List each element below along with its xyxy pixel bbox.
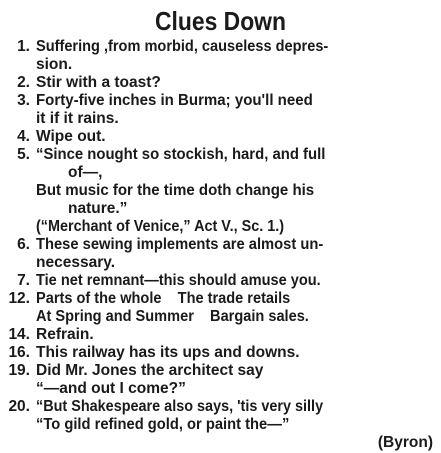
clue-text: Wipe out. (36, 128, 106, 145)
clue-text: Parts of the whole The trade retails (36, 290, 291, 307)
clue-attribution: (Byron) (377, 434, 433, 451)
clue-20-attribution (0, 434, 441, 452)
clue-text: “To gild refined gold, or paint the—” (36, 416, 290, 433)
clue-text: This railway has its ups and downs. (36, 344, 300, 361)
clue-number: 12. (8, 290, 30, 307)
clue-text: of—, (68, 164, 103, 181)
clue-text: Forty-five inches in Burma; you'll need (36, 92, 313, 109)
clue-text: “Since nought so stockish, hard, and full (36, 146, 326, 163)
clue-text: At Spring and Summer Bargain sales. (36, 308, 309, 325)
clue-text: necessary. (36, 254, 115, 271)
clue-number: 1. (17, 38, 30, 55)
clue-number: 14. (8, 326, 30, 343)
clue-number: 20. (8, 398, 30, 415)
clue-number: 19. (8, 362, 30, 379)
clue-number: 2. (17, 74, 30, 91)
clue-text: Tie net remnant—this should amuse you. (36, 272, 321, 289)
clue-text: “But Shakespeare also says, 'tis very silly (36, 398, 324, 415)
clue-text: sion. (36, 56, 73, 73)
clue-text: But music for the time doth change his (36, 182, 315, 199)
clue-text: Suffering ,from morbid, causeless depres- (36, 38, 329, 55)
clue-number: 16. (8, 344, 30, 361)
clue-citation: (“Merchant of Venice,” Act V., Sc. 1.) (36, 218, 285, 235)
clue-text: Stir with a toast? (36, 74, 161, 91)
clue-number: 4. (17, 128, 30, 145)
clue-text: nature.” (68, 200, 128, 217)
clue-text: it if it rains. (36, 110, 119, 127)
page-title: Clues Down (155, 6, 286, 36)
clue-number: 5. (17, 146, 30, 163)
clue-text: Did Mr. Jones the architect say (36, 362, 264, 379)
clue-text: “—and out I come?” (36, 380, 186, 397)
clue-number: 6. (17, 236, 30, 253)
clue-number: 7. (17, 272, 30, 289)
clue-number: 3. (17, 92, 30, 109)
clue-text: These sewing implements are almost un- (36, 236, 324, 253)
clue-text: Refrain. (36, 326, 94, 343)
